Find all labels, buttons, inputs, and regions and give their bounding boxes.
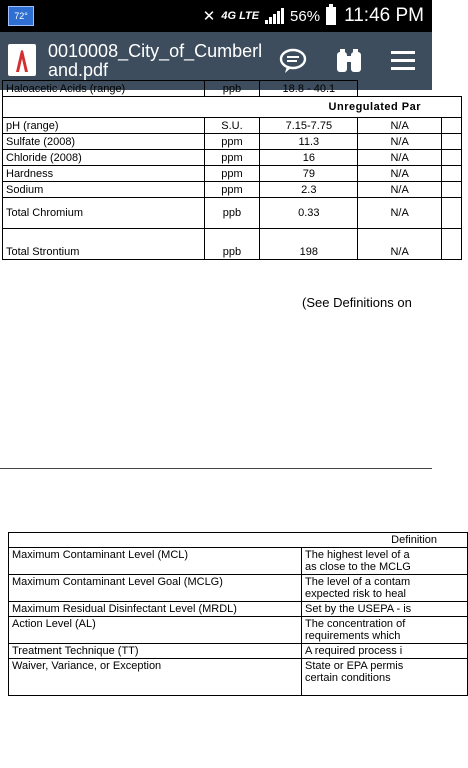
table-row (3, 229, 462, 260)
table-cell: N/A (358, 198, 442, 229)
definition-line: The level of a contam (305, 576, 411, 588)
table-cell: 2.3 (260, 182, 358, 198)
table-cell: N/A (358, 134, 442, 150)
definition-line: as close to the MCLG (305, 561, 411, 573)
battery-percent: 56% (290, 7, 321, 25)
definition-text (302, 602, 468, 617)
table-row (3, 150, 462, 166)
comment-button[interactable] (276, 44, 310, 78)
definition-line: A required process i (305, 645, 403, 657)
table-cell: ppm (204, 182, 260, 198)
document-title (48, 42, 288, 80)
definition-line: requirements which (305, 630, 401, 642)
definition-line: The highest level of a (305, 549, 410, 561)
table-row (3, 198, 462, 229)
table-row (3, 134, 462, 150)
table-cell: Total Strontium (3, 229, 205, 260)
water-quality-table (2, 80, 462, 260)
table-row (9, 602, 468, 617)
table-cell: Sodium (3, 182, 205, 198)
table-row (3, 182, 462, 198)
table-cell: 7.15-7.75 (260, 118, 358, 134)
table-cell: Chloride (2008) (3, 150, 205, 166)
table-cell: Hardness (3, 166, 205, 182)
weather-temp-badge: 72° (8, 6, 34, 26)
definitions-table (8, 532, 468, 696)
table-cell: ppb (204, 198, 260, 229)
mute-icon: ✕ (202, 8, 216, 25)
table-cell: 79 (260, 166, 358, 182)
table-cell: ppm (204, 150, 260, 166)
battery-icon (326, 7, 336, 25)
see-definitions-note: (See Definitions on (302, 295, 412, 310)
table-cell: ppb (204, 229, 260, 260)
table-cell: Sulfate (2008) (3, 134, 205, 150)
table-cell: ppm (204, 134, 260, 150)
table-row (9, 659, 468, 696)
clock: 11:46 PM (344, 5, 424, 26)
table-cell: N/A (358, 118, 442, 134)
definition-line: certain conditions (305, 672, 391, 684)
table-cell: 16 (260, 150, 358, 166)
signal-strength-icon (265, 8, 284, 24)
table-row (9, 644, 468, 659)
menu-button[interactable] (386, 44, 420, 78)
definition-term: Maximum Contaminant Level (MCL) (9, 548, 302, 575)
definition-line: expected risk to heal (305, 588, 406, 600)
network-type-label: 4G LTE (221, 10, 260, 22)
document-title-line1: 0010008_City_of_Cumberl (48, 41, 263, 61)
table-row (9, 548, 468, 575)
definition-line: Set by the USEPA - is (305, 603, 412, 615)
definitions-header-row (9, 533, 468, 548)
table-cell: N/A (358, 150, 442, 166)
document-title-line2: and.pdf (48, 60, 109, 80)
definition-text (302, 617, 468, 644)
pdf-file-icon (8, 44, 36, 76)
table-cell: ppm (204, 166, 260, 182)
menu-icon (389, 48, 417, 74)
table-row (3, 81, 462, 97)
definition-term: Waiver, Variance, or Exception (9, 659, 302, 696)
status-icons (203, 0, 424, 32)
definition-text (302, 659, 468, 696)
table-row (9, 617, 468, 644)
page-divider (0, 468, 432, 469)
pdf-page-view[interactable] (0, 82, 437, 768)
definition-line: The concentration of (305, 618, 406, 630)
table-row (3, 166, 462, 182)
section-header: Unregulated Par (3, 97, 462, 118)
status-bar (0, 0, 432, 32)
definition-line: State or EPA permis (305, 660, 404, 672)
table-cell: 11.3 (260, 134, 358, 150)
definitions-header: Definition (9, 533, 468, 548)
section-header-row (3, 97, 462, 118)
comment-icon (278, 46, 308, 76)
table-cell: Haloacetic Acids (range) (3, 81, 205, 97)
table-cell: S.U. (204, 118, 260, 134)
table-cell: N/A (358, 182, 442, 198)
table-cell: ppb (204, 81, 260, 97)
table-row (9, 575, 468, 602)
definition-text (302, 644, 468, 659)
definition-term: Maximum Residual Disinfectant Level (MRDL) (9, 602, 302, 617)
table-cell: pH (range) (3, 118, 205, 134)
definition-term: Treatment Technique (TT) (9, 644, 302, 659)
definition-term: Maximum Contaminant Level Goal (MCLG) (9, 575, 302, 602)
definition-text (302, 575, 468, 602)
table-cell: 18.8 - 40.1 (260, 81, 358, 97)
table-cell: 0.33 (260, 198, 358, 229)
table-row (3, 118, 462, 134)
table-cell: N/A (358, 229, 442, 260)
search-button[interactable] (332, 44, 366, 78)
table-cell: 198 (260, 229, 358, 260)
definition-text (302, 548, 468, 575)
table-cell: Total Chromium (3, 198, 205, 229)
table-cell: N/A (358, 166, 442, 182)
binoculars-search-icon (334, 46, 364, 76)
definition-term: Action Level (AL) (9, 617, 302, 644)
